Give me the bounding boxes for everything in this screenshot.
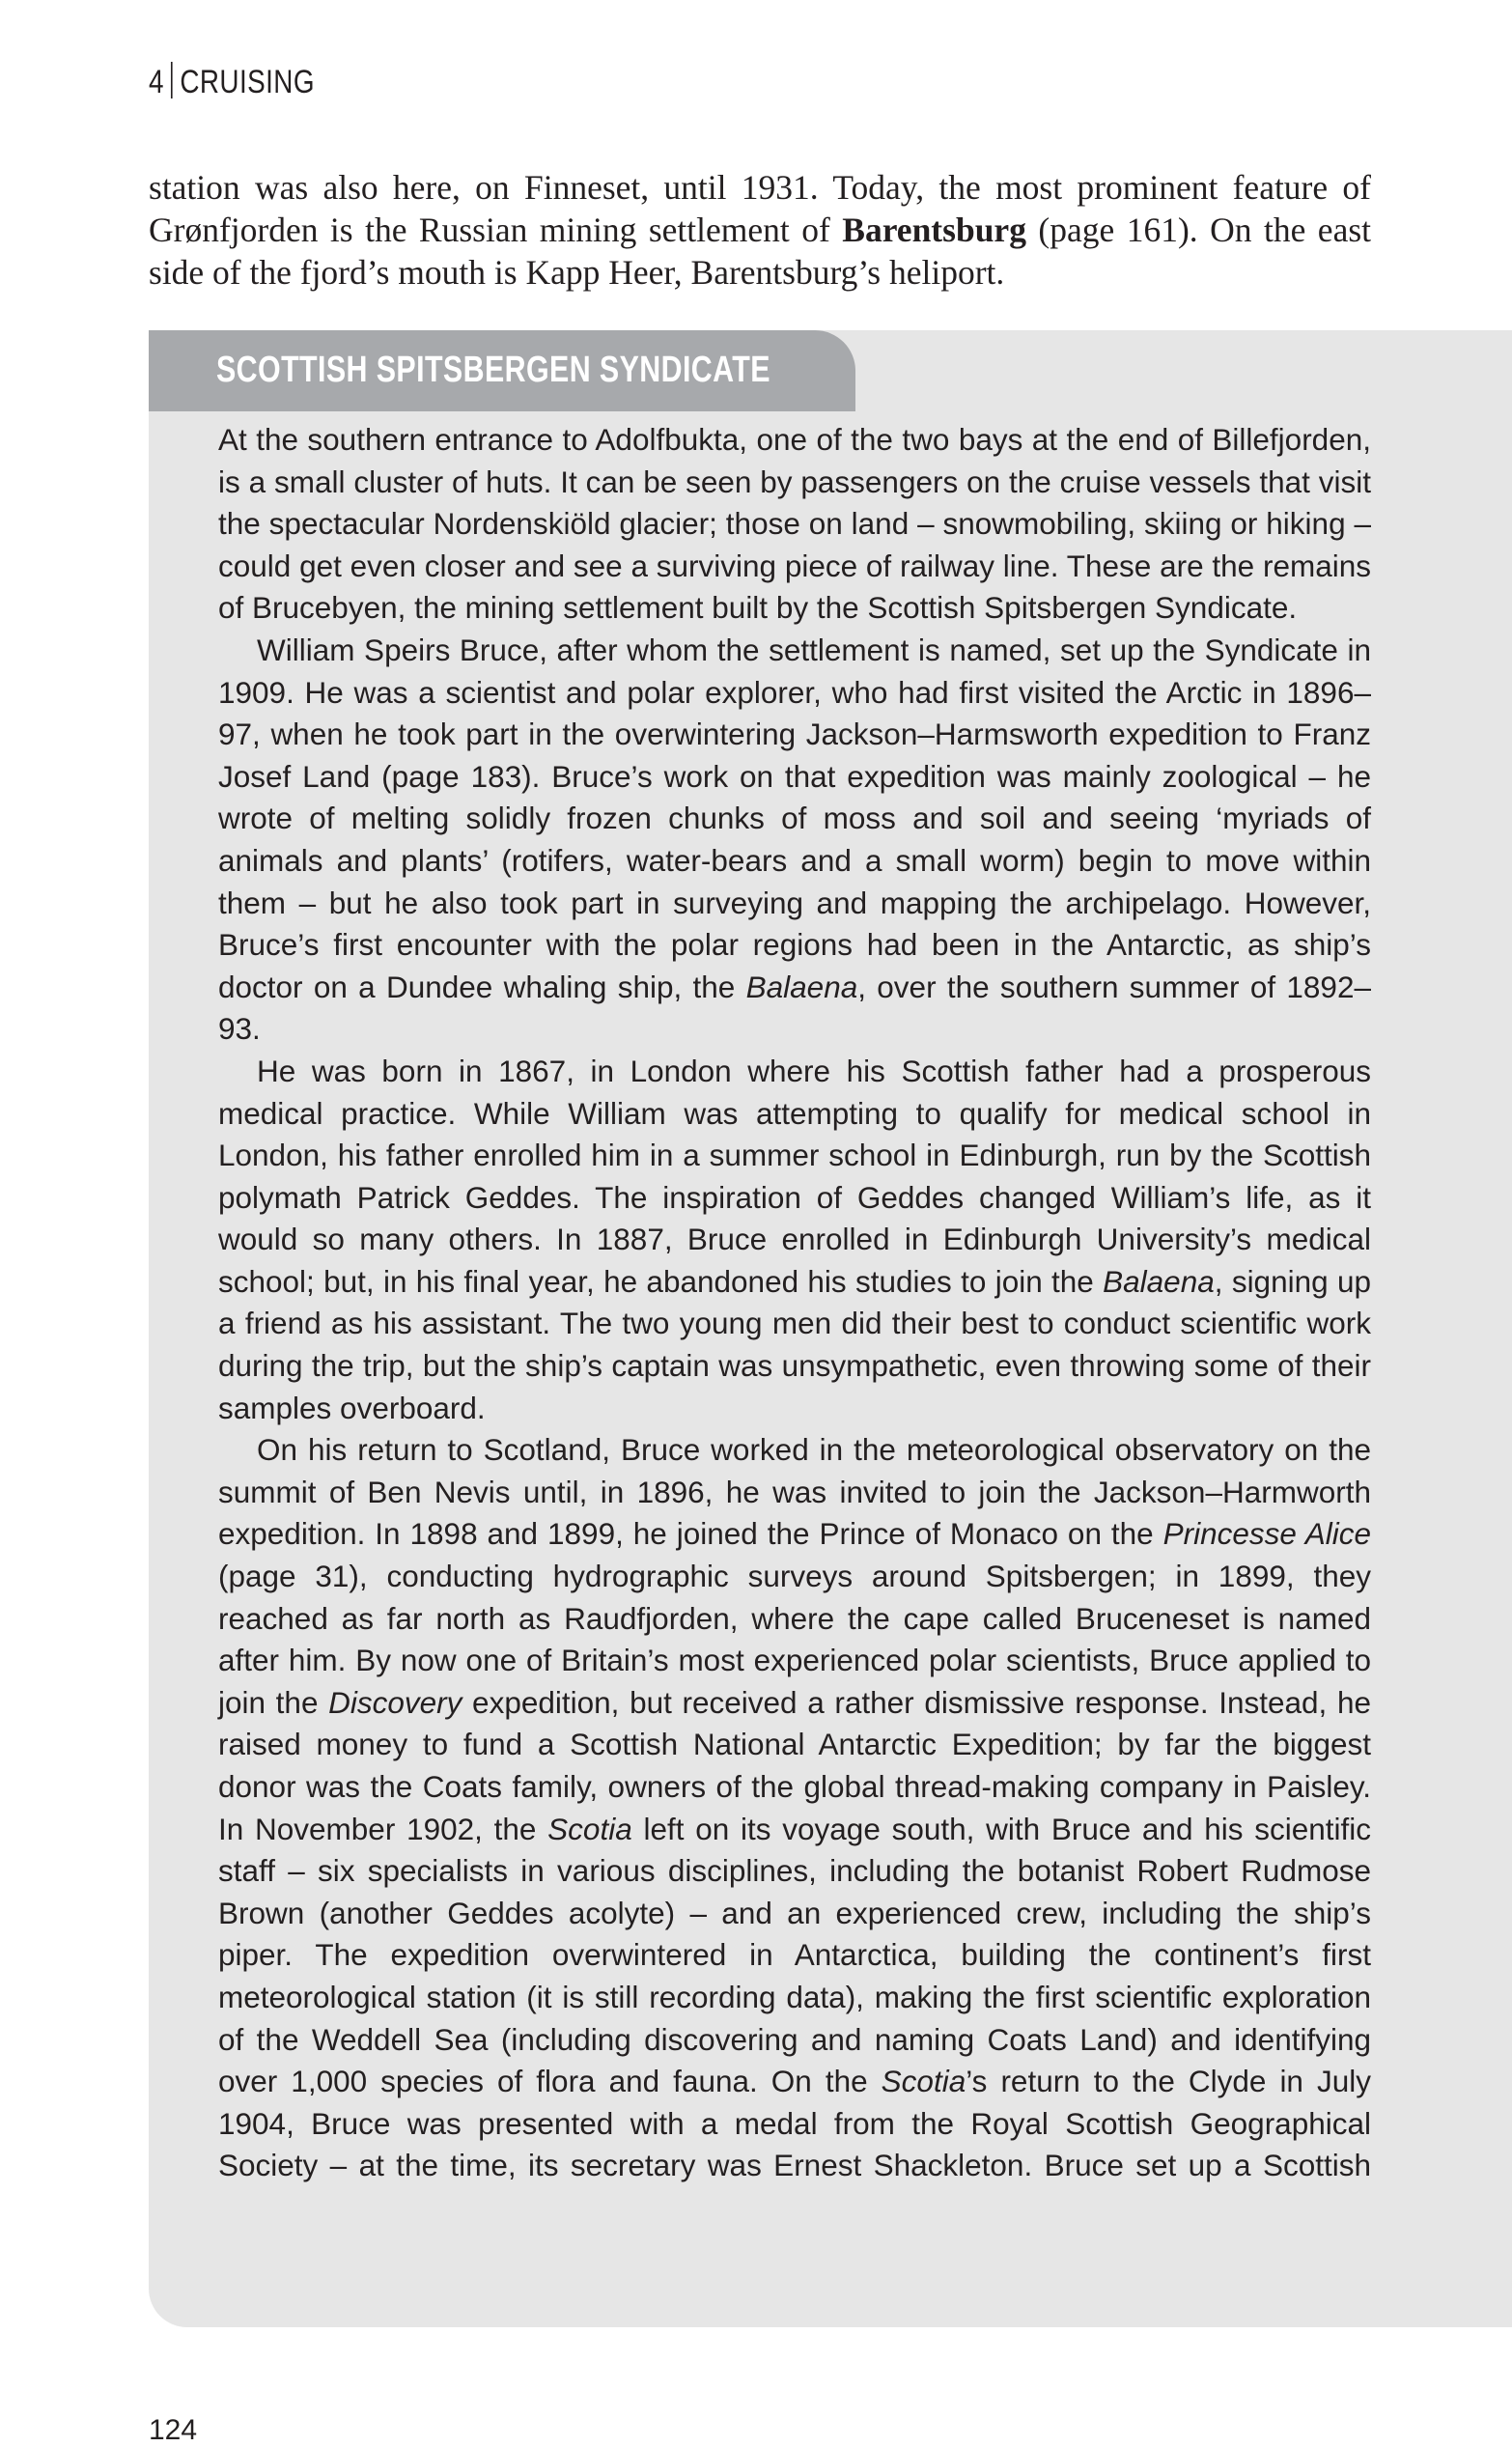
intro-paragraph: [149, 166, 1371, 294]
sidebar-box-title: SCOTTISH SPITSBERGEN SYNDICATE: [216, 350, 770, 390]
p4-text-b: (page 31), conducting hydrographic surveys around Spitsbergen; in 1899, they reached as far north as Raudfjorden, where the cape called Bruceneset is named after him. By now one of Britain’s most experienced polar scientists, Bruce applied to join the: [218, 1559, 1371, 1720]
chapter-number: 4: [149, 64, 164, 100]
box-paragraph-2: [218, 630, 1371, 1051]
sidebar-box: [149, 330, 1512, 2327]
intro-text-1: station was also here, on Finneset, until 1931. Today, the most prominent feature of Grønfjorden is the Russian mining settlement of: [149, 168, 1371, 249]
p4-ship-name-1: Princesse Alice: [1162, 1516, 1371, 1552]
p3-ship-name: Balaena: [1103, 1263, 1215, 1299]
section-title: CRUISING: [180, 64, 315, 100]
p4-ship-name-2: Discovery: [328, 1684, 462, 1720]
p4-text-d: left on its voyage south, with Bruce and his scientific staff – six specialists in various disciplines, including the botanist Robert Rudmose Brown (another Geddes acolyte) – and an experienced crew, including the ship’s piper. The expedition overwintered in Antarctica, building the continent’s first meteorological station (it is still recording data), making the first scientific exploration of the Weddell Sea (including discovering and naming Coats Land) and identifying over 1,000 species of flora and fauna. On the: [218, 1811, 1372, 2099]
p4-text-a: On his return to Scotland, Bruce worked in the meteorological observatory on the summit of Ben Nevis until, in 1896, he was invited to join the Jackson–Harmworth expedition. In 1898 and 1899, he joined the Prince of Monaco on the: [218, 1432, 1371, 1552]
sidebar-box-body: [218, 419, 1371, 2187]
intro-text-2: (page 161). On the east side of the fjord’s mouth is Kapp Heer, Barentsburg’s heliport.: [149, 211, 1372, 292]
p2-text-b: , over the southern summer of 1892–93.: [218, 969, 1371, 1047]
page-number: 124: [149, 2414, 198, 2446]
p2-ship-name: Balaena: [745, 969, 858, 1004]
p4-text-e: ’s return to the Clyde in July 1904, Bruce was presented with a medal from the Royal Scottish Geographical Society – at the time, its secretary was Ernest Shackleton. Bruce set up a Scottish: [218, 2064, 1372, 2183]
box-paragraph-4: [218, 1429, 1371, 2187]
p3-text-b: , signing up a friend as his assistant. The two young men did their best to conduct scientific work during the trip, but the ship’s captain was unsympathetic, even throwing some of their samples overboard.: [218, 1263, 1371, 1425]
sidebar-box-tab: [149, 330, 855, 411]
box-paragraph-3: [218, 1051, 1371, 1429]
p4-text-c: expedition, but received a rather dismissive response. Instead, he raised money to fund a Scottish National Antarctic Expedition; by far the biggest donor was the Coats family, owners of the global thread-making company in Paisley. In November 1902, the: [218, 1684, 1371, 1846]
box-paragraph-1: At the southern entrance to Adolfbukta, one of the two bays at the end of Billefjorden, is a small cluster of huts. It can be seen by passengers on the cruise vessels that visit the spectacular Nordenskiöld glacier; those on land – snowmobiling, skiing or hiking – could get even closer and see a surviving piece of railway line. These are the remains of Brucebyen, the mining settlement built by the Scottish Spitsbergen Syndicate.: [218, 422, 1371, 626]
p2-text-a: William Speirs Bruce, after whom the settlement is named, set up the Syndicate in 1909. He was a scientist and polar explorer, who had first visited the Arctic in 1896–97, when he took part in the overwintering Jackson–Harmsworth expedition to Franz Josef Land (page 183). Bruce’s work on that expedition was mainly zoological – he wrote of melting solidly frozen chunks of moss and soil and seeing ‘myriads of animals and plants’ (rotifers, water-bears and a small worm) begin to move within them – but he also took part in surveying and mapping the archipelago. However, Bruce’s first encounter with the polar regions had been in the Antarctic, as ship’s doctor on a Dundee whaling ship, the: [218, 632, 1371, 1004]
intro-bold-place: Barentsburg: [842, 211, 1026, 249]
p4-ship-name-4: Scotia: [881, 2064, 966, 2099]
header-divider: [171, 62, 173, 98]
p4-ship-name-3: Scotia: [547, 1811, 632, 1846]
p3-text-a: He was born in 1867, in London where his Scottish father had a prosperous medical practice. While William was attempting to qualify for medical school in London, his father enrolled him in a summer school in Edinburgh, run by the Scottish polymath Patrick Geddes. The inspiration of Geddes changed William’s life, as it would so many others. In 1887, Bruce enrolled in Edinburgh University’s medical school; but, in his final year, he abandoned his studies to join the: [218, 1053, 1371, 1299]
running-head: [149, 62, 315, 101]
